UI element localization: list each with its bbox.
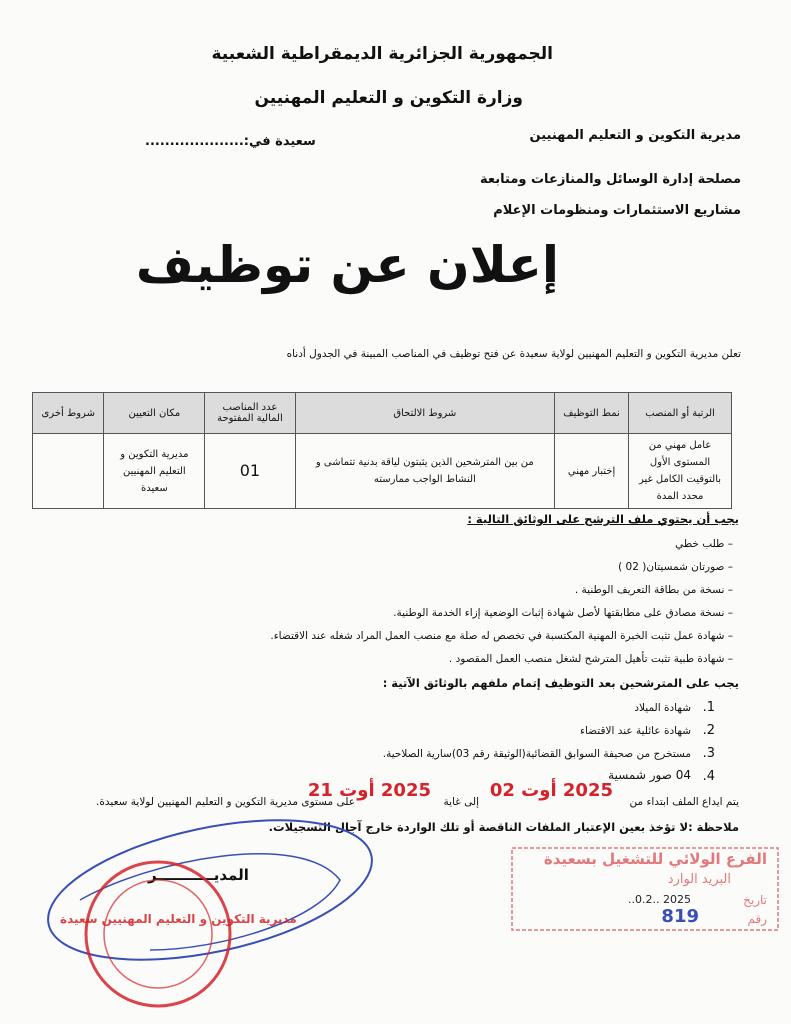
list-item-number: 4. [702,769,715,784]
list-item-number: 2. [702,723,715,738]
list-item: – نسخة من بطاقة التعريف الوطنية . [574,584,733,596]
list-item: – نسخة مصادق على مطابقتها لأصل شهادة إثبات الوضعية إزاء الخدمة الوطنية. [393,607,733,619]
intro-text: تعلن مديرية التكوين و التعليم المهنيين لولاية سعيدة عن فتح توظيف في المناصب المبينة في الجدول أدناه [286,348,741,360]
list-item: مستخرج من صحيفة السوابق القضائية(الوثيقة رقم 03)سارية الصلاحية. [382,748,691,760]
header-rank: الرتبة أو المنصب [629,393,732,434]
director-signature-label: المديـــــــــــر [148,866,249,884]
list-item-number: 3. [702,746,715,761]
cell-rank: عامل مهني من المستوى الأول بالتوقيت الكامل غير محدد المدة [629,434,732,509]
rect-stamp-line-1: الفرع الولائي للتشغيل بسعيدة [543,850,767,868]
note: ملاحظة :لا تؤخذ بعين الإعتبار الملفات الناقصة أو تلك الواردة خارج آجال التسجيلات. [268,820,739,834]
round-stamp-text: مديرية التكوين و التعليم المهنيين سعيدة [60,912,297,926]
service-line-1: مصلحة إدارة الوسائل والمنازعات ومتابعة [480,172,741,187]
docs-heading: يجب أن يحتوي ملف الترشح على الوثائق التالية : [467,512,739,526]
list-item: – صورتان شمسيتان( 02 ) [618,561,733,573]
service-line-2: مشاريع الاستثمارات ومنظومات الإعلام [493,203,741,218]
deposit-start: يتم ايداع الملف ابتداء من [629,796,739,808]
ministry-title: وزارة التكوين و التعليم المهنيين [254,88,523,108]
rect-stamp-date-label: تاريخ [743,893,767,907]
deposit-place: على مستوى مديرية التكوين و التعليم المهنيين لولاية سعيدة. [96,796,355,808]
list-item: – شهادة طبية تثبت تأهيل المترشح لشغل منصب العمل المقصود . [448,653,733,665]
header-conditions: شروط الالتحاق [295,393,555,434]
cell-count: 01 [205,434,295,509]
list-item: شهادة عائلية عند الاقتضاء [580,725,691,737]
directorate-name: مديرية التكوين و التعليم المهنيين [529,128,741,143]
republic-title: الجمهورية الجزائرية الديمقراطية الشعبية [211,44,553,64]
rect-stamp-date: 2025 ..0.2.. [628,893,691,906]
signature-stroke [80,854,340,950]
list-item: – شهادة عمل تثبت الخبرة المهنية المكتسبة في تخصص له صلة مع منصب العمل المراد شغله عند الاقتضاء. [270,630,733,642]
place-date: سعيدة في:.................... [145,134,316,149]
cell-mode: إختبار مهني [555,434,629,509]
deposit-date-end: 2025 أوت 21 [307,780,431,801]
header-other: شروط أخرى [33,393,104,434]
after-heading: يجب على المترشحين بعد التوظيف إتمام ملفهم بالوثائق الآتية : [382,676,739,690]
round-stamp [86,862,230,1006]
list-item: 04 صور شمسية [608,768,691,782]
list-item: شهادة الميلاد [634,702,691,714]
cell-location: مديرية التكوين و التعليم المهنيين سعيدة [104,434,205,509]
page-title: إعلان عن توظيف [135,236,559,294]
cell-conditions: من بين المترشحين الذين يثبتون لياقة بدنية تتماشى و النشاط الواجب ممارسته [295,434,555,509]
header-count: عدد المناصب المالية المفتوحة [205,393,295,434]
list-item-number: 1. [702,700,715,715]
rect-stamp-line-2: البريد الوارد [667,872,731,887]
rect-stamp-num-label: رقم [747,912,767,926]
signature-scrawl [36,795,385,985]
deposit-to: إلى غاية [443,796,479,808]
deposit-date-start: 2025 أوت 02 [489,780,613,801]
header-location: مكان التعيين [104,393,205,434]
header-mode: نمط التوظيف [555,393,629,434]
rect-stamp-num: 819 [661,906,699,927]
list-item: – طلب خطي [675,538,733,550]
